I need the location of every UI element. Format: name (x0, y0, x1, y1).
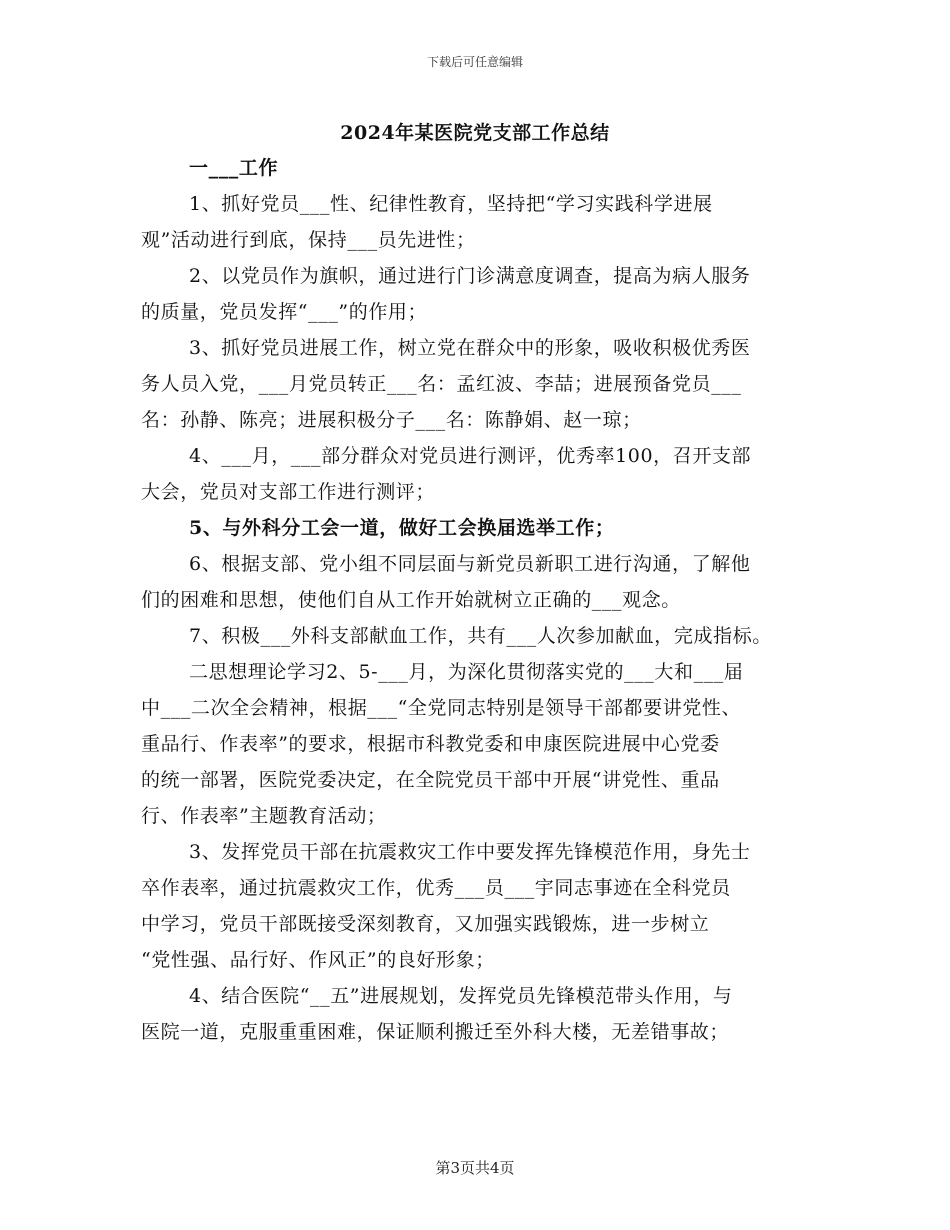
body-line: 4、___月，___部分群众对党员进行测评，优秀率100，召开支部 (189, 445, 752, 467)
document-body (141, 150, 821, 1050)
body-line: 2、以党员作为旗帜，通过进行门诊满意度调查，提高为病人服务 (189, 265, 751, 287)
body-line: 重品行、作表率”的要求，根据市科教党委和申康医院进展中心党委 (141, 733, 720, 755)
document-title: 2024年某医院党支部工作总结 (340, 122, 610, 144)
page-footer: 第3页共4页 (435, 1159, 515, 1177)
body-line: 4、结合医院“__五”进展规划，发挥党员先锋模范带头作用，与 (189, 985, 733, 1007)
body-line: 观”活动进行到底，保持___员先进性； (141, 229, 476, 251)
body-line: 3、发挥党员干部在抗震救灾工作中要发挥先锋模范作用，身先士 (189, 841, 751, 863)
body-line: 7、积极___外科支部献血工作，共有___人次参加献血，完成指标。 (189, 625, 772, 647)
body-line: 大会，党员对支部工作进行测评； (141, 481, 436, 503)
body-line: 5、与外科分工会一道，做好工会换届选举工作； (189, 517, 615, 539)
body-line: 的质量，党员发挥“___”的作用； (141, 301, 428, 323)
header-note: 下载后可任意编辑 (426, 55, 523, 69)
body-line: “党性强、品行好、作风正”的良好形象； (141, 949, 495, 971)
body-line: 中学习，党员干部既接受深刻教育，又加强实践锻炼，进一步树立 (141, 913, 710, 935)
body-line: 医院一道，克服重重困难，保证顺利搬迁至外科大楼，无差错事故； (141, 1021, 730, 1043)
body-line: 的统一部署，医院党委决定，在全院党员干部中开展“讲党性、重品 (141, 769, 720, 791)
body-line: 1、抓好党员___性、纪律性教育，坚持把“学习实践科学进展 (189, 193, 713, 215)
body-line: 3、抓好党员进展工作，树立党在群众中的形象，吸收积极优秀医 (189, 337, 751, 359)
body-line: 二思想理论学习2、5-___月，为深化贯彻落实党的___大和___届 (189, 661, 744, 683)
body-line: 中___二次全会精神，根据___“全党同志特别是领导干部都要讲党性、 (141, 697, 742, 719)
body-line: 一___工作 (189, 157, 279, 179)
body-line: 务人员入党，___月党员转正___名：孟红波、李喆；进展预备党员___ (141, 373, 742, 395)
body-line: 行、作表率”主题教育活动； (141, 805, 387, 827)
body-line: 们的困难和思想，使他们自从工作开始就树立正确的___观念。 (141, 589, 681, 611)
body-line: 6、根据支部、党小组不同层面与新党员新职工进行沟通，了解他 (189, 553, 751, 575)
body-line: 名：孙静、陈亮；进展积极分子___名：陈静娟、赵一琼； (141, 409, 642, 431)
body-line: 卒作表率，通过抗震救灾工作，优秀___员___宇同志事迹在全科党员 (141, 877, 731, 899)
